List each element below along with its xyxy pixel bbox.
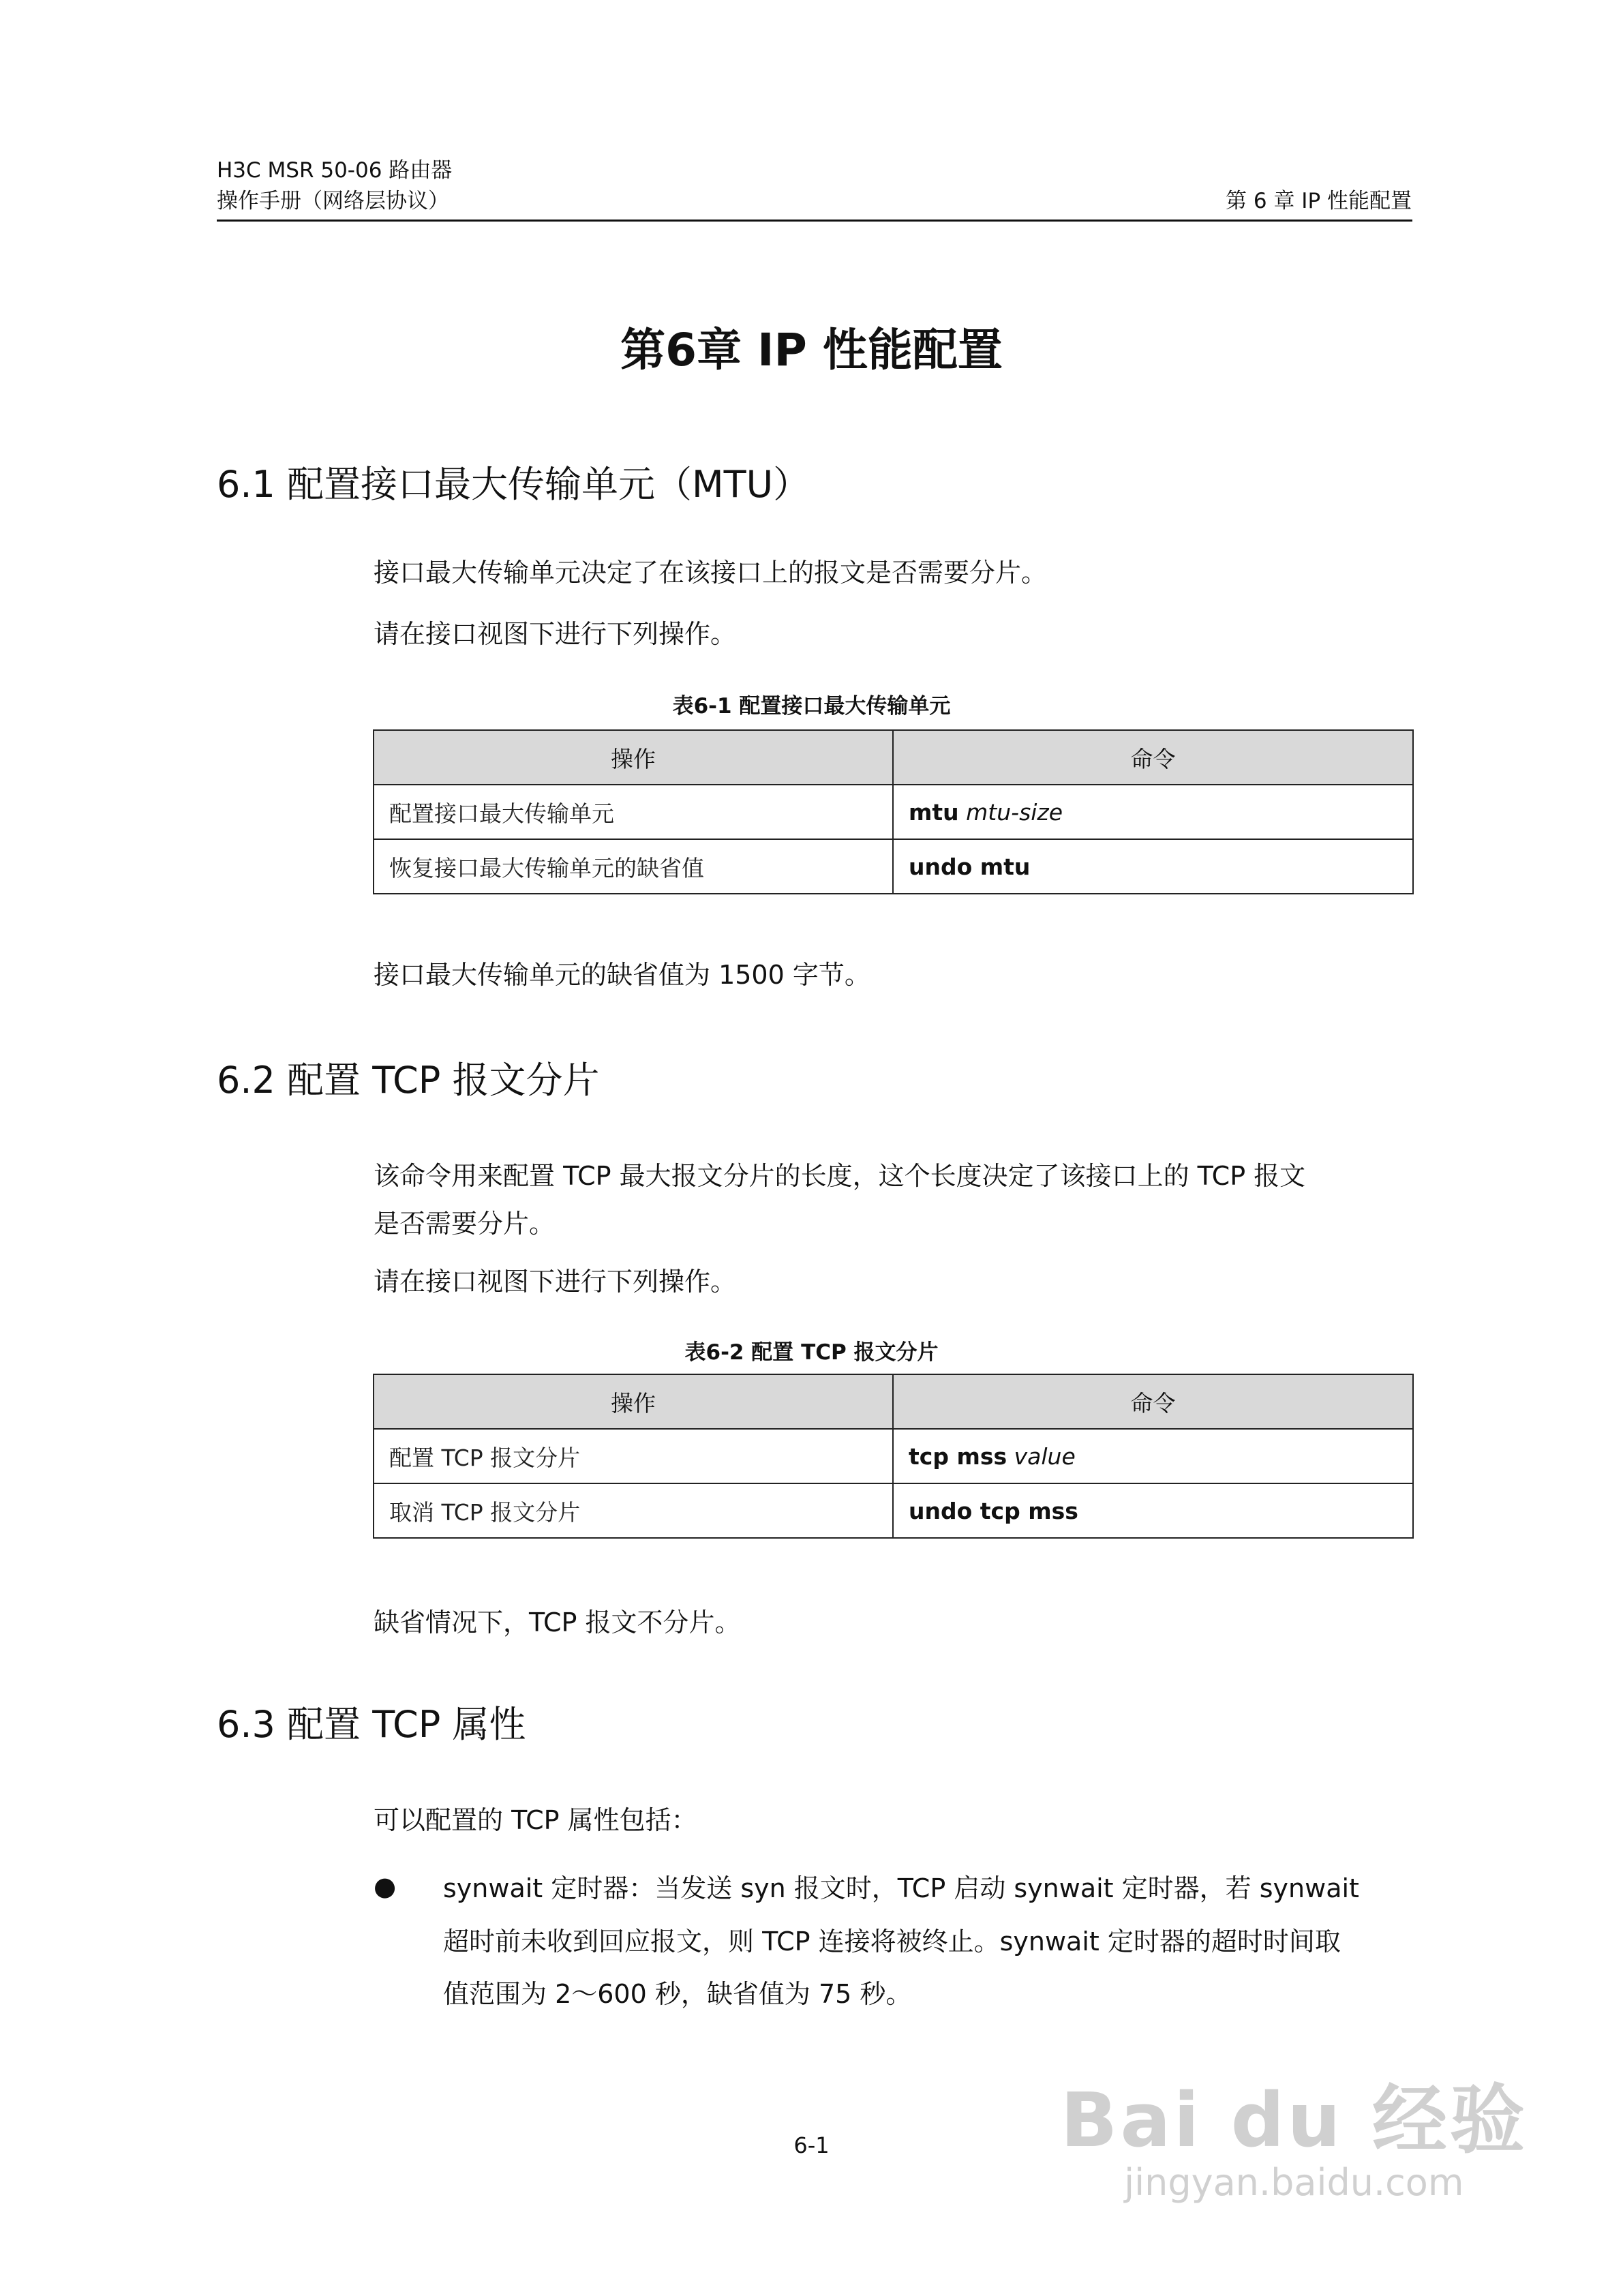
table-row	[374, 1483, 1413, 1538]
section1-note: 接口最大传输单元的缺省值为 1500 字节。	[374, 960, 870, 990]
table-col-operation: 操作	[374, 1374, 893, 1429]
table-6-1-caption: 表6-1 配置接口最大传输单元	[672, 694, 951, 719]
page-number: 6-1	[793, 2132, 830, 2158]
section2-para-1a: 该命令用来配置 TCP 最大报文分片的长度，这个长度决定了该接口上的 TCP 报文	[374, 1161, 1306, 1191]
command-argument: value	[1014, 1442, 1076, 1470]
section1-para-1: 接口最大传输单元决定了在该接口上的报文是否需要分片。	[374, 558, 1048, 588]
row-command	[893, 1429, 1413, 1483]
row-command	[893, 839, 1413, 894]
row-command	[893, 785, 1413, 839]
section2-para-1b: 是否需要分片。	[374, 1209, 556, 1239]
command-keyword: undo tcp mss	[909, 1497, 1078, 1524]
row-operation: 恢复接口最大传输单元的缺省值	[374, 839, 893, 894]
baidu-watermark	[1060, 2076, 1528, 2205]
row-command	[893, 1483, 1413, 1538]
watermark-url: jingyan.baidu.com	[1124, 2161, 1464, 2204]
bullet-line-1: synwait 定时器：当发送 syn 报文时，TCP 启动 synwait 定时器，若 synwait	[443, 1873, 1359, 1903]
bullet-line-2: 超时前未收到回应报文，则 TCP 连接将被终止。synwait 定时器的超时时间取	[443, 1927, 1341, 1957]
row-operation: 配置接口最大传输单元	[374, 785, 893, 839]
table-header-row	[374, 1374, 1413, 1429]
table-6-2-caption: 表6-2 配置 TCP 报文分片	[684, 1340, 939, 1365]
command-keyword: undo mtu	[909, 853, 1031, 880]
table-col-command: 命令	[893, 730, 1413, 785]
watermark-logo: Bai du 经验	[1060, 2076, 1528, 2164]
section-title-6-1: 6.1 配置接口最大传输单元（MTU）	[217, 463, 810, 506]
table-col-operation: 操作	[374, 730, 893, 785]
command-keyword: tcp mss	[909, 1442, 1007, 1470]
header-product: H3C MSR 50-06 路由器	[217, 158, 453, 183]
row-operation: 取消 TCP 报文分片	[374, 1483, 893, 1538]
section2-note: 缺省情况下，TCP 报文不分片。	[374, 1607, 741, 1637]
table-row	[374, 1429, 1413, 1483]
table-6-1	[373, 729, 1414, 894]
header-chapter: 第 6 章 IP 性能配置	[1226, 189, 1412, 213]
chapter-title: 第6章 IP 性能配置	[620, 324, 1003, 376]
section2-para-2: 请在接口视图下进行下列操作。	[374, 1267, 737, 1297]
table-row	[374, 839, 1413, 894]
command-keyword: mtu	[909, 798, 959, 826]
command-argument: mtu-size	[966, 798, 1063, 826]
table-header-row	[374, 730, 1413, 785]
bullet-icon: ●	[374, 1871, 397, 1901]
section1-para-2: 请在接口视图下进行下列操作。	[374, 619, 737, 649]
header-rule	[217, 220, 1412, 222]
section-title-6-3: 6.3 配置 TCP 属性	[217, 1703, 526, 1746]
section-title-6-2: 6.2 配置 TCP 报文分片	[217, 1059, 600, 1102]
bullet-line-3: 值范围为 2～600 秒，缺省值为 75 秒。	[443, 1979, 912, 2009]
table-6-2	[373, 1374, 1414, 1539]
table-row	[374, 785, 1413, 839]
table-col-command: 命令	[893, 1374, 1413, 1429]
row-operation: 配置 TCP 报文分片	[374, 1429, 893, 1483]
section3-para-1: 可以配置的 TCP 属性包括：	[374, 1805, 697, 1835]
header-manual: 操作手册（网络层协议）	[217, 189, 449, 213]
